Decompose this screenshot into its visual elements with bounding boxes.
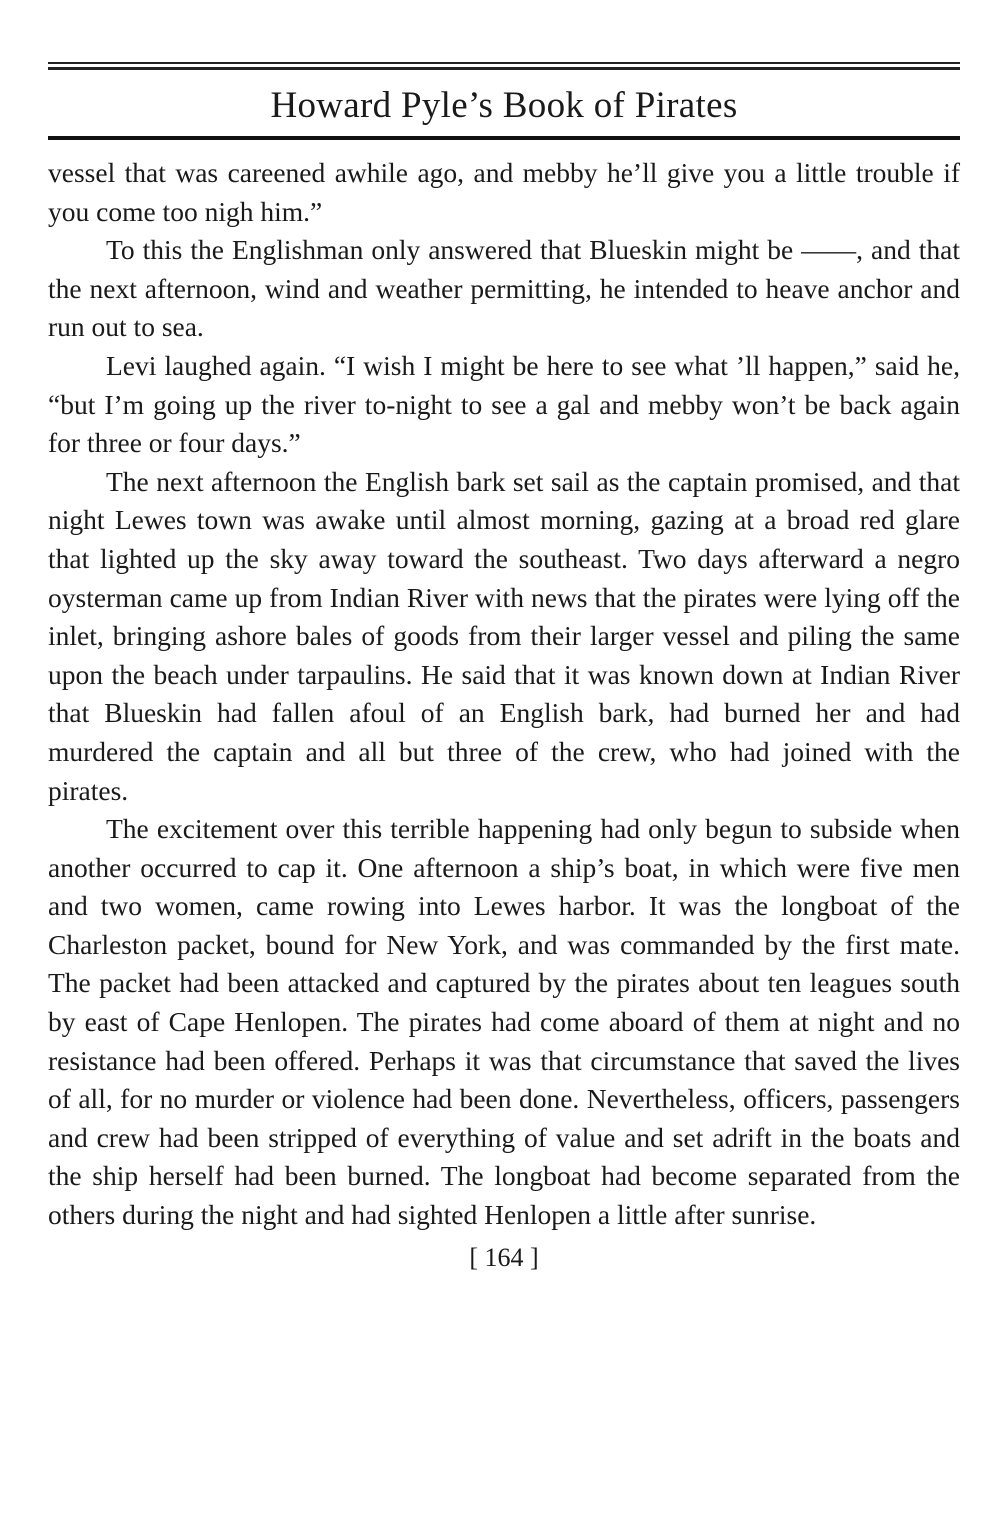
paragraph-continued: vessel that was careened awhile ago, and mebby he’ll give you a little trouble if you come too nigh him.” <box>48 157 960 227</box>
page-number: [ 164 ] <box>469 1242 539 1272</box>
book-page <box>48 62 960 1273</box>
header-second-rule <box>48 67 960 70</box>
header-top-rule <box>48 62 960 64</box>
body-text <box>48 154 960 1235</box>
paragraph: The next afternoon the English bark set sail as the captain promised, and that night Lewes town was awake until almost morning, gazing at a broad red glare that lighted up the sky away toward the southeast. Two days afterward a negro oysterman came up from Indian River with news that the pirates were lying off the inlet, bringing ashore bales of goods from their larger vessel and piling the same upon the beach under tarpaulins. He said that it was known down at Indian River that Blueskin had fallen afoul of an English bark, had burned her and had murdered the captain and all but three of the crew, who had joined with the pirates. <box>48 465 960 806</box>
paragraph: Levi laughed again. “I wish I might be here to see what ’ll happen,” said he, “but I’m going up the river to-night to see a gal and mebby won’t be back again for three or four days.” <box>48 349 960 459</box>
paragraph: The excitement over this terrible happening had only begun to subside when another occurred to cap it. One afternoon a ship’s boat, in which were five men and two women, came rowing into Lewes harbor. It was the longboat of the Charleston packet, bound for New York, and was commanded by the first mate. The packet had been attacked and captured by the pirates about ten leagues south by east of Cape Henlopen. The pirates had come aboard of them at night and no resistance had been offered. Perhaps it was that circumstance that saved the lives of all, for no murder or violence had been done. Nevertheless, officers, passengers and crew had been stripped of everything of value and set adrift in the boats and the ship herself had been burned. The longboat had become separated from the others during the night and had sighted Henlopen a little after sunrise. <box>48 813 960 1231</box>
paragraph: To this the Englishman only answered that Blueskin might be ——, and that the next afternoon, wind and weather permitting, he intended to heave anchor and run out to sea. <box>48 234 960 343</box>
header-bottom-rule <box>48 136 960 140</box>
running-head-title: Howard Pyle’s Book of Pirates <box>270 85 738 126</box>
